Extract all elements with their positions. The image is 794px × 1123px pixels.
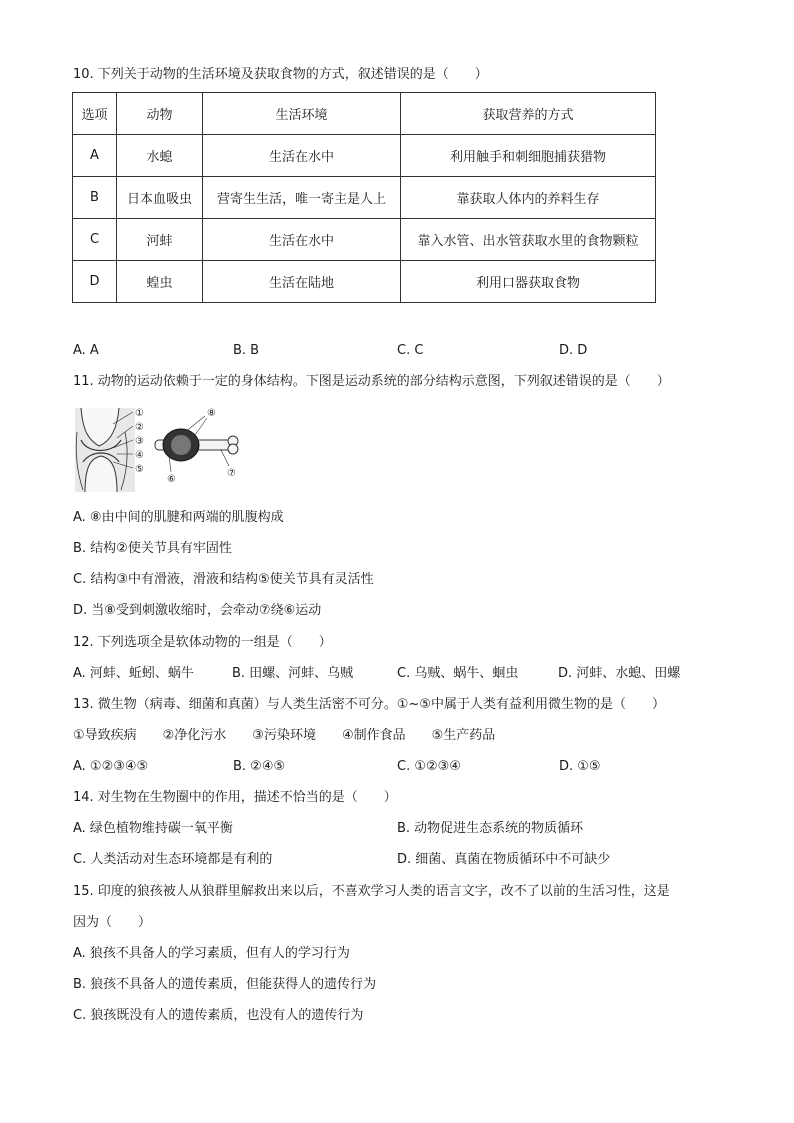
table-cell: 生活在陆地: [203, 261, 401, 303]
option-a[interactable]: A. 河蚌、蚯蚓、蜗牛: [73, 666, 194, 681]
table-row: [73, 219, 656, 261]
q11-option-a[interactable]: A. ⑧由中间的肌腱和两端的肌腹构成: [73, 510, 284, 525]
option-b[interactable]: B. 田螺、河蚌、乌贼: [232, 666, 354, 681]
q11-option-d[interactable]: D. 当⑧受到刺激收缩时，会牵动⑦绕⑥运动: [73, 603, 322, 618]
table-cell: 蝗虫: [117, 261, 203, 303]
option-c[interactable]: C. C: [397, 343, 424, 358]
table-cell: D: [73, 261, 117, 303]
option-a[interactable]: A. 绿色植物维持碳一氧平衡: [73, 821, 233, 836]
q11-stem: 11. 动物的运动依赖于一定的身体结构。下图是运动系统的部分结构示意图，下列叙述错误的是（ ）: [73, 374, 670, 389]
figure-label-5: ⑤: [135, 464, 144, 475]
table-header-cell: 动物: [117, 93, 203, 135]
q11-option-b[interactable]: B. 结构②使关节具有牢固性: [73, 541, 232, 556]
table-cell: 营寄生生活，唯一寄主是人上: [203, 177, 401, 219]
option-c[interactable]: C. 乌贼、蜗牛、蛔虫: [397, 666, 519, 681]
option-c[interactable]: C. 人类活动对生态环境都是有利的: [73, 852, 273, 867]
figure-label-4: ④: [135, 450, 144, 461]
q12-stem: 12. 下列选项全是软体动物的一组是（ ）: [73, 635, 332, 650]
table-row: [73, 135, 656, 177]
option-a[interactable]: A. A: [73, 343, 99, 358]
table-cell: 生活在水中: [203, 135, 401, 177]
q13-items: ①导致疾病 ②净化污水 ③污染环境 ④制作食品 ⑤生产药品: [73, 728, 496, 743]
table-cell: 靠入水管、出水管获取水里的食物颗粒: [401, 219, 656, 261]
figure-label-1: ①: [135, 408, 144, 419]
option-d[interactable]: D. 细菌、真菌在物质循环中不可缺少: [397, 852, 611, 867]
table-cell: C: [73, 219, 117, 261]
figure-label-3: ③: [135, 436, 144, 447]
q11-option-c[interactable]: C. 结构③中有滑液，滑液和结构⑤使关节具有灵活性: [73, 572, 374, 587]
option-c[interactable]: C. ①②③④: [397, 759, 461, 774]
table-header-row: [73, 93, 656, 135]
table-cell: B: [73, 177, 117, 219]
table-cell: A: [73, 135, 117, 177]
option-a[interactable]: A. ①②③④⑤: [73, 759, 149, 774]
q15-stem-line2: 因为（ ）: [73, 915, 152, 930]
option-d[interactable]: D. ①⑤: [559, 759, 601, 774]
q15-option-a[interactable]: A. 狼孩不具备人的学习素质，但有人的学习行为: [73, 946, 350, 961]
table-cell: 生活在水中: [203, 219, 401, 261]
table-cell: 水螅: [117, 135, 203, 177]
option-b[interactable]: B. B: [233, 343, 260, 358]
figure-label-6: ⑥: [167, 474, 176, 485]
option-b[interactable]: B. 动物促进生态系统的物质循环: [397, 821, 584, 836]
table-row: [73, 261, 656, 303]
q15-option-b[interactable]: B. 狼孩不具备人的遗传素质，但能获得人的遗传行为: [73, 977, 377, 992]
figure-label-7: ⑦: [227, 468, 236, 479]
figure-label-2: ②: [135, 422, 144, 433]
q15-stem-line1: 15. 印度的狼孩被人从狼群里解救出来以后，不喜欢学习人类的语言文字，改不了以前的生活习性，这是: [73, 884, 670, 899]
option-d[interactable]: D. D: [559, 343, 588, 358]
q10-table: [72, 92, 656, 303]
q14-stem: 14. 对生物在生物圈中的作用，描述不恰当的是（ ）: [73, 790, 397, 805]
table-header-cell: 生活环境: [203, 93, 401, 135]
table-header-cell: 选项: [73, 93, 117, 135]
option-d[interactable]: D. 河蚌、水螅、田螺: [558, 666, 681, 681]
q15-option-c[interactable]: C. 狼孩既没有人的遗传素质，也没有人的遗传行为: [73, 1008, 364, 1023]
q10-stem: 10. 下列关于动物的生活环境及获取食物的方式，叙述错误的是（ ）: [73, 67, 488, 82]
table-row: [73, 177, 656, 219]
table-cell: 河蚌: [117, 219, 203, 261]
joint-muscle-diagram: [73, 402, 243, 494]
table-header-cell: 获取营养的方式: [401, 93, 656, 135]
q13-stem: 13. 微生物（病毒、细菌和真菌）与人类生活密不可分。①~⑤中属于人类有益利用微生物的是（ ）: [73, 697, 666, 712]
option-b[interactable]: B. ②④⑤: [233, 759, 286, 774]
table-cell: 日本血吸虫: [117, 177, 203, 219]
table-cell: 靠获取人体内的养料生存: [401, 177, 656, 219]
table-cell: 利用触手和刺细胞捕获猎物: [401, 135, 656, 177]
figure-label-8: ⑧: [207, 408, 216, 419]
table-cell: 利用口器获取食物: [401, 261, 656, 303]
